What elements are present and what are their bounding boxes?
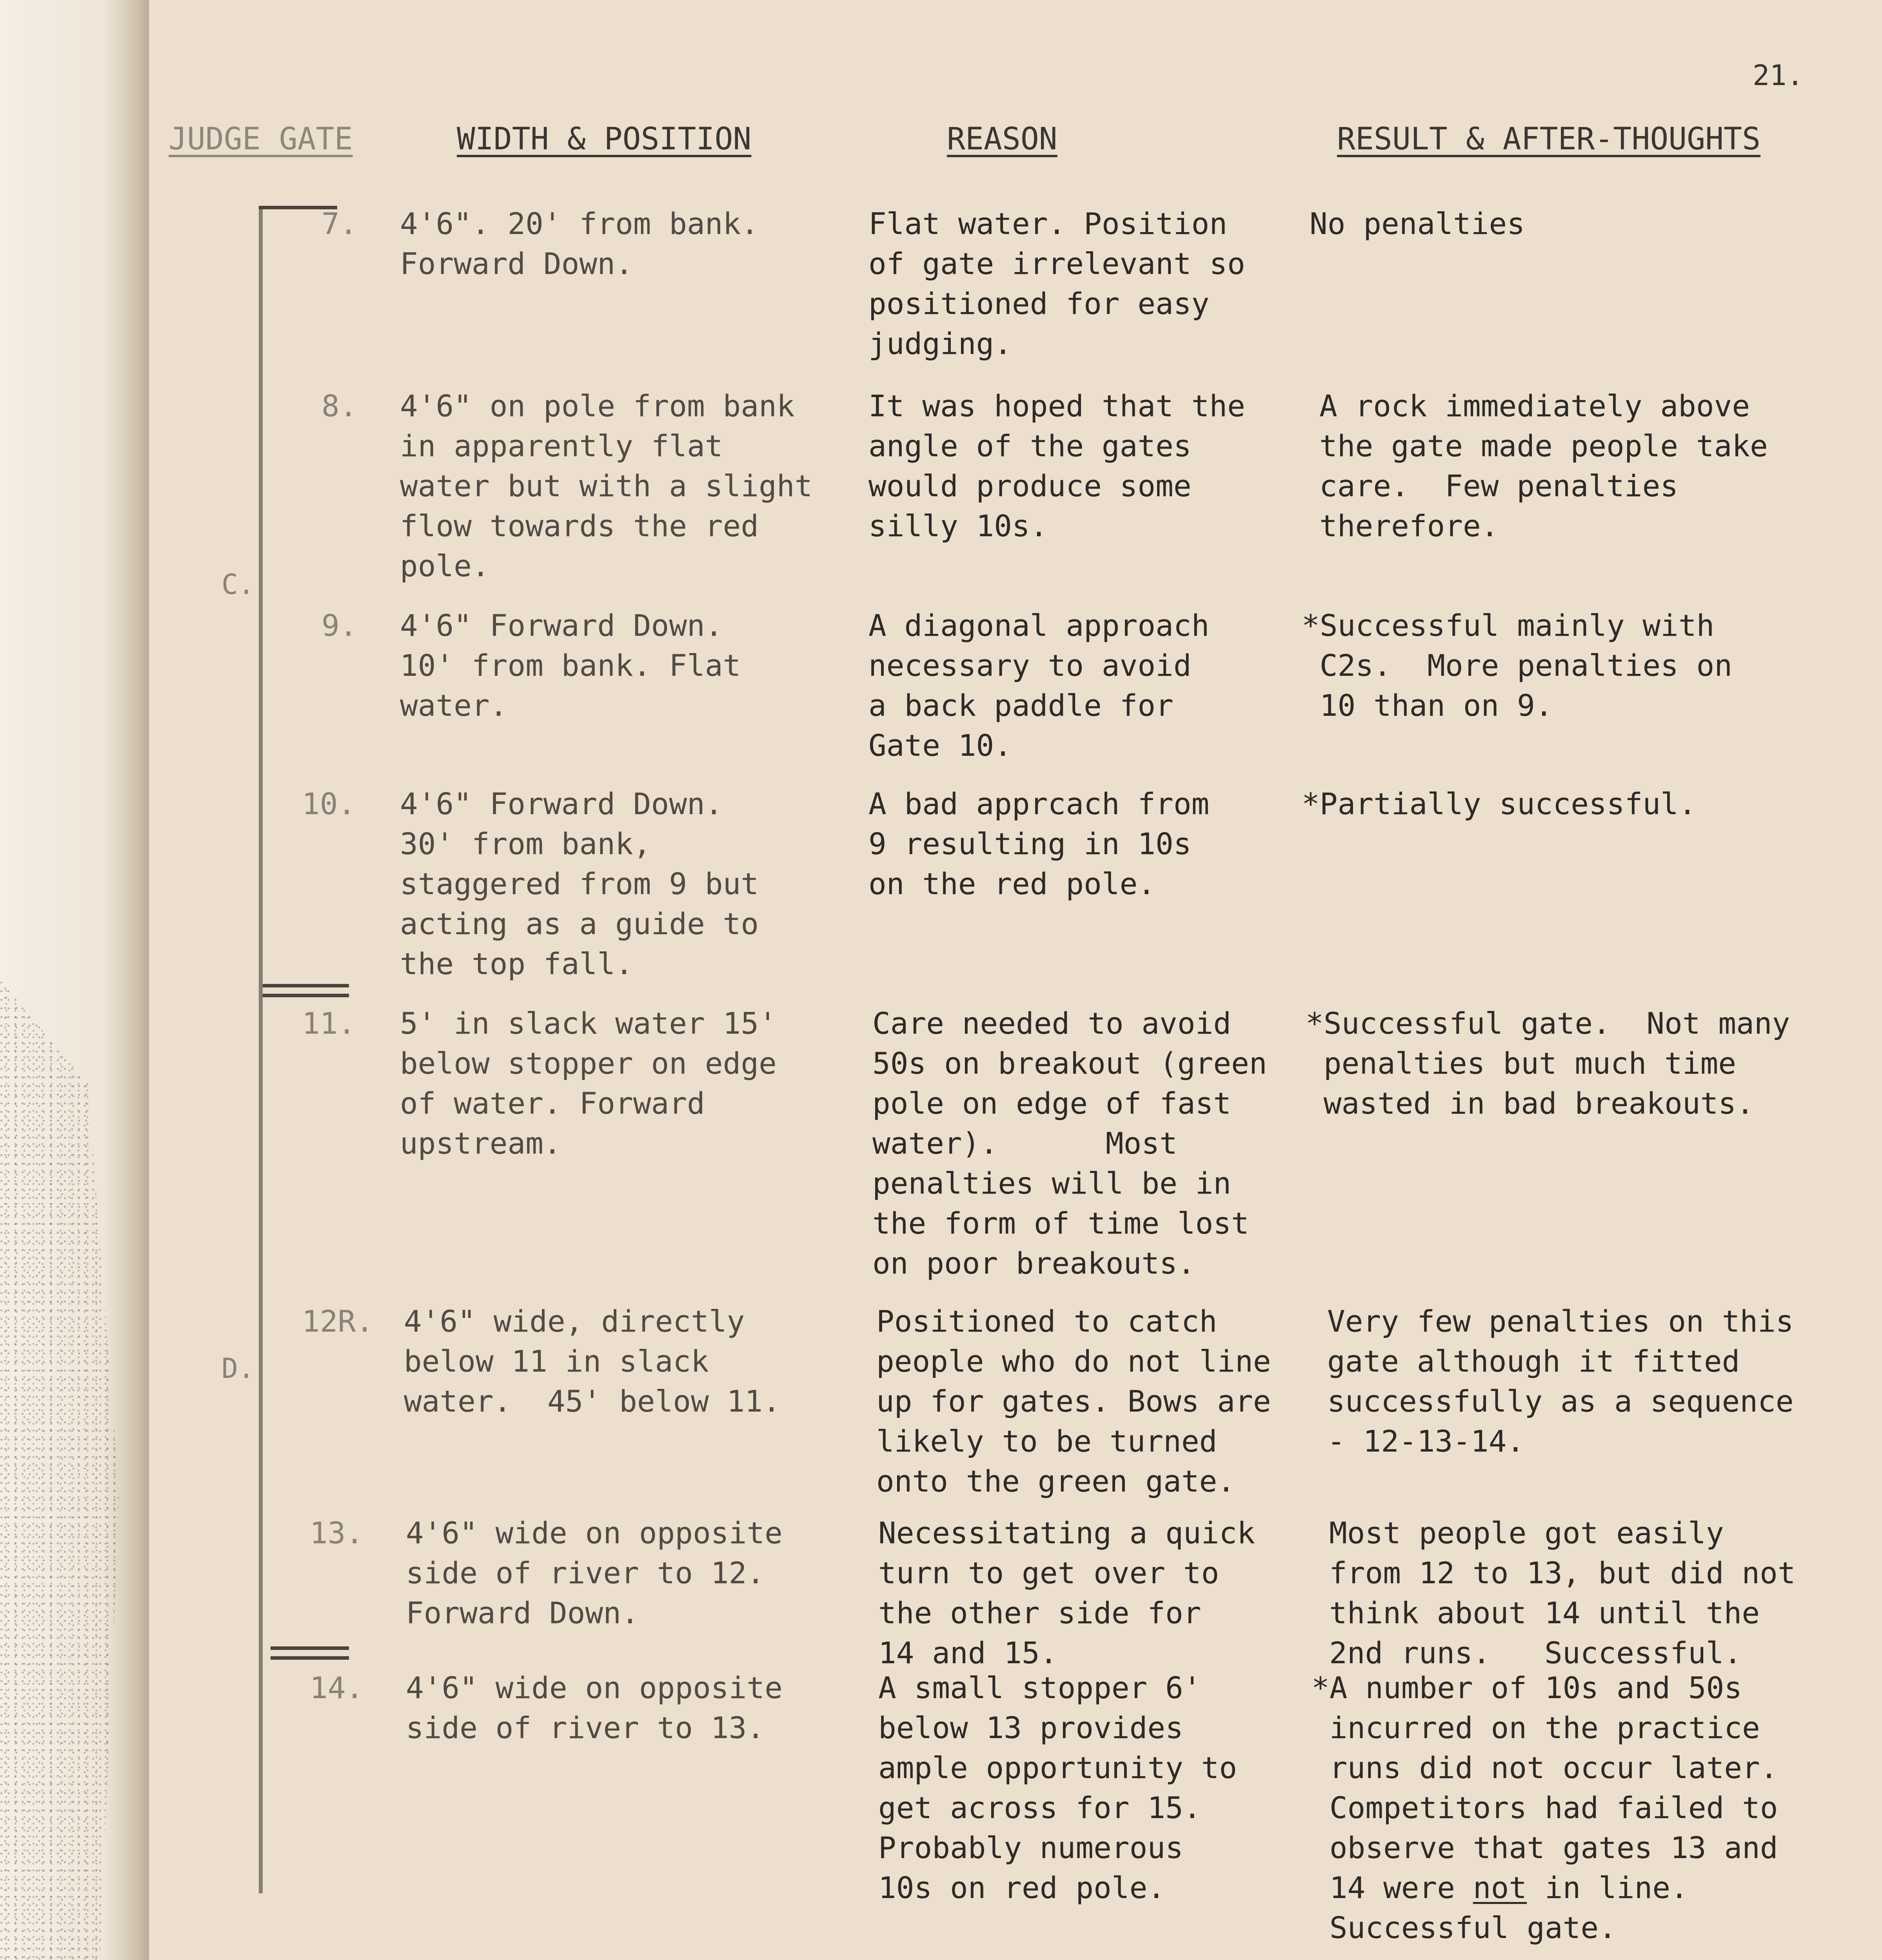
gate-number: 12R.: [302, 1304, 374, 1339]
bracket-dash: [271, 1656, 349, 1660]
gate-result: *Successful mainly with C2s. More penalties on 10 than on 9.: [1302, 608, 1733, 723]
gate-result: [1312, 1668, 1778, 1948]
gate-result: *Partially successful.: [1302, 786, 1697, 821]
header-reason: REASON: [947, 122, 1057, 157]
page-number: 21.: [1753, 59, 1804, 92]
gate-number: 8.: [322, 388, 358, 423]
gate-result: *Successful gate. Not many penalties but much time wasted in bad breakouts.: [1306, 1006, 1790, 1121]
bracket-dash: [271, 1646, 349, 1650]
gate-result: Very few penalties on this gate although it fitted successfully as a sequence - 12-13-14.: [1327, 1304, 1794, 1459]
result-text: in line. Successful gate.: [1329, 1870, 1688, 1945]
header-judge-gate: JUDGE GATE: [169, 122, 353, 157]
gate-reason: Care needed to avoid 50s on breakout (green pole on edge of fast water). Most penalties will be in the form of time lost on poor breakouts.: [872, 1006, 1267, 1281]
gate-result: Most people got easily from 12 to 13, but did not think about 14 until the 2nd runs. Successful.: [1329, 1515, 1796, 1670]
gate-reason: A bad apprcach from 9 resulting in 10s on the red pole.: [868, 786, 1210, 901]
gate-reason: Flat water. Position of gate irrelevant so positioned for easy judging.: [868, 206, 1245, 361]
judge-letter-c: C.: [222, 568, 255, 601]
gate-result: A rock immediately above the gate made people take care. Few penalties therefore.: [1319, 388, 1768, 543]
bracket-dash: [263, 994, 349, 997]
result-text: *A number of 10s and 50s incurred on the practice runs did not occur later. Competitors had failed to observe that gates 13 and 14 were: [1312, 1670, 1778, 1905]
gate-position: 4'6". 20' from bank. Forward Down.: [400, 206, 759, 281]
gate-number: 10.: [302, 786, 356, 821]
gate-reason: Positioned to catch people who do not line up for gates. Bows are likely to be turned onto the green gate.: [876, 1304, 1271, 1499]
gate-reason: A diagonal approach necessary to avoid a back paddle for Gate 10.: [868, 608, 1210, 763]
bracket-dash: [263, 984, 349, 987]
gate-position: 4'6" Forward Down. 10' from bank. Flat water.: [400, 608, 741, 723]
gate-position: 4'6" wide, directly below 11 in slack water. 45' below 11.: [404, 1304, 781, 1419]
judge-bracket-line: [259, 208, 263, 1893]
gate-position: 4'6" wide on opposite side of river to 13.: [406, 1670, 783, 1745]
judge-letter-d: D.: [222, 1352, 255, 1385]
underlined-word: not: [1473, 1870, 1527, 1905]
gate-reason: It was hoped that the angle of the gates would produce some silly 10s.: [868, 388, 1245, 543]
gate-position: 4'6" Forward Down. 30' from bank, staggered from 9 but acting as a guide to the top fall.: [400, 786, 759, 981]
gate-number: 9.: [322, 608, 358, 643]
gate-reason: A small stopper 6' below 13 provides ample opportunity to get across for 15. Probably numerous 10s on red pole.: [878, 1670, 1237, 1905]
gate-result: No penalties: [1310, 206, 1525, 241]
gate-position: 4'6" on pole from bank in apparently flat water but with a slight flow towards the red pole.: [400, 388, 813, 583]
gate-number: 11.: [302, 1006, 356, 1041]
gate-reason: Necessitating a quick turn to get over to the other side for 14 and 15.: [878, 1515, 1255, 1670]
gate-number: 14.: [310, 1670, 364, 1705]
header-result: RESULT & AFTER-THOUGHTS: [1337, 122, 1761, 157]
gate-position: 5' in slack water 15' below stopper on edge of water. Forward upstream.: [400, 1006, 777, 1161]
gate-number: 7.: [322, 206, 358, 241]
gate-position: 4'6" wide on opposite side of river to 12. Forward Down.: [406, 1515, 783, 1630]
gate-number: 13.: [310, 1515, 364, 1550]
header-width-position: WIDTH & POSITION: [457, 122, 752, 157]
